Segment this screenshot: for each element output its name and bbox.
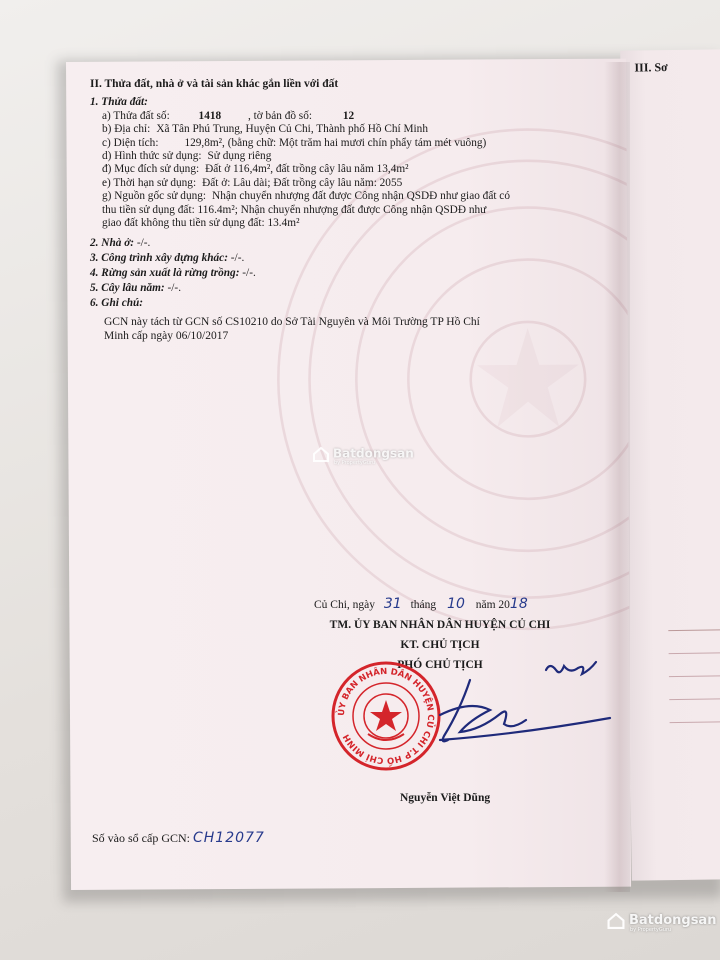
planted-forest-item xyxy=(90,266,610,281)
house-logo-icon xyxy=(312,446,330,462)
signer-name: Nguyễn Việt Dũng xyxy=(400,792,491,804)
address-value: Xã Tân Phú Trung, Huyện Củ Chi, Thành phố Hồ Chí Minh xyxy=(156,123,428,136)
section-title: II. Thửa đất, nhà ở và tài sản khác gắn liền với đất xyxy=(90,78,339,90)
notes-label: 6. Ghi chú: xyxy=(90,297,144,310)
planted-forest-value: -/-. xyxy=(242,267,256,280)
perennial-trees-value: -/-. xyxy=(167,282,182,295)
date-place: Củ Chi, ngày xyxy=(314,599,376,611)
right-table-row xyxy=(669,699,720,723)
right-page-table xyxy=(668,629,720,721)
usage-purpose-value: Đất ở 116,4m², đất trồng cây lâu năm 13,4m² xyxy=(205,163,409,176)
area-label: c) Diện tích: xyxy=(102,136,159,149)
watermark-brand: Batdongsan xyxy=(333,446,414,461)
usage-term-label: e) Thời hạn sử dụng: xyxy=(102,176,197,189)
signatory-line-3: PHÓ CHỦ TỊCH xyxy=(397,659,483,671)
map-sheet-label: , tờ bản đồ số: xyxy=(247,109,312,122)
certificate-section-ii xyxy=(90,78,610,343)
usage-purpose-line xyxy=(90,163,610,176)
planted-forest-label: 4. Rừng sản xuất là rừng trồng: xyxy=(90,267,240,280)
watermark-sub: by PropertyGuru xyxy=(334,460,376,466)
other-construction-label: 3. Công trình xây dựng khác: xyxy=(90,252,228,265)
right-page-header: III. Sơ xyxy=(634,60,668,75)
address-line xyxy=(90,123,610,136)
right-table-row xyxy=(669,653,720,677)
note-line-1: GCN này tách từ GCN số CS10210 do Sở Tài Nguyên và Môi Trường TP Hồ Chí xyxy=(104,316,480,329)
parcel-number-line xyxy=(90,110,610,123)
date-year-suffix: 18 xyxy=(509,596,528,612)
right-table-row xyxy=(669,676,720,700)
date-year-label: năm 20 xyxy=(475,599,510,611)
registration-label: Số vào sổ cấp GCN: xyxy=(92,831,190,845)
parcel-number-label: a) Thửa đất số: xyxy=(102,109,170,122)
right-page xyxy=(620,49,720,880)
signatory-line-1: TM. ỦY BAN NHÂN DÂN HUYỆN CỦ CHI xyxy=(329,619,551,631)
registration-number xyxy=(92,830,265,846)
house-logo-icon xyxy=(606,912,626,929)
usage-purpose-label: đ) Mục đích sử dụng: xyxy=(102,163,200,176)
parcel-number-value: 1418 xyxy=(198,109,222,122)
usage-term-line xyxy=(90,177,610,190)
seal-text: ỦY BAN NHÂN DÂN HUYỆN CỦ CHI T.P HỒ CHÍ MINH xyxy=(336,666,436,766)
other-construction-value: -/-. xyxy=(230,252,245,265)
handwritten-signature xyxy=(400,640,630,760)
house-item xyxy=(90,236,610,251)
right-table-row xyxy=(668,630,720,654)
note-text xyxy=(90,315,610,343)
signatory-line-2: KT. CHỦ TỊCH xyxy=(400,639,480,651)
note-line-2: Minh cấp ngày 06/10/2017 xyxy=(104,330,229,343)
watermark-sub-corner: by PropertyGuru xyxy=(630,927,672,933)
usage-form-label: d) Hình thức sử dụng: xyxy=(102,150,202,163)
batdongsan-watermark-center xyxy=(312,446,414,466)
usage-origin-value-2: thu tiền sử dụng đất: 116.4m²; Nhận chuyển nhượng đất được Công nhận QSDĐ như xyxy=(102,203,487,216)
perennial-trees-item xyxy=(90,281,610,296)
usage-origin-line xyxy=(90,190,610,203)
address-label: b) Địa chỉ: xyxy=(102,123,151,136)
date-month: 10 xyxy=(447,596,465,612)
watermark-brand-corner: Batdongsan xyxy=(629,913,717,928)
area-line xyxy=(90,137,610,150)
other-construction-item xyxy=(90,251,610,266)
issue-date xyxy=(290,594,620,615)
registration-value: CH12077 xyxy=(193,830,265,846)
area-value: 129,8m², (bằng chữ: Một trăm hai mươi chín phẩy tám mét vuông) xyxy=(184,136,487,149)
house-value: -/-. xyxy=(136,237,151,250)
perennial-trees-label: 5. Cây lâu năm: xyxy=(90,282,165,295)
notes-item xyxy=(90,296,610,311)
usage-origin-label: g) Nguồn gốc sử dụng: xyxy=(102,190,207,203)
map-sheet-value: 12 xyxy=(342,109,355,122)
house-label: 2. Nhà ở: xyxy=(90,237,135,250)
usage-origin-value-3: giao đất không thu tiền sử dụng đất: 13.4m² xyxy=(102,217,300,230)
usage-form-value: Sử dụng riêng xyxy=(207,150,272,163)
usage-term-value: Đất ở: Lâu dài; Đất trồng cây lâu năm: 2055 xyxy=(202,176,403,189)
usage-form-line xyxy=(90,150,610,163)
parcel-heading: 1. Thửa đất: xyxy=(90,96,148,109)
batdongsan-watermark-corner xyxy=(606,912,716,933)
usage-origin-value-1: Nhận chuyển nhượng đất được Công nhận QSDĐ như giao đất có xyxy=(212,190,510,203)
date-month-label: tháng xyxy=(410,599,437,611)
date-day: 31 xyxy=(383,596,402,612)
